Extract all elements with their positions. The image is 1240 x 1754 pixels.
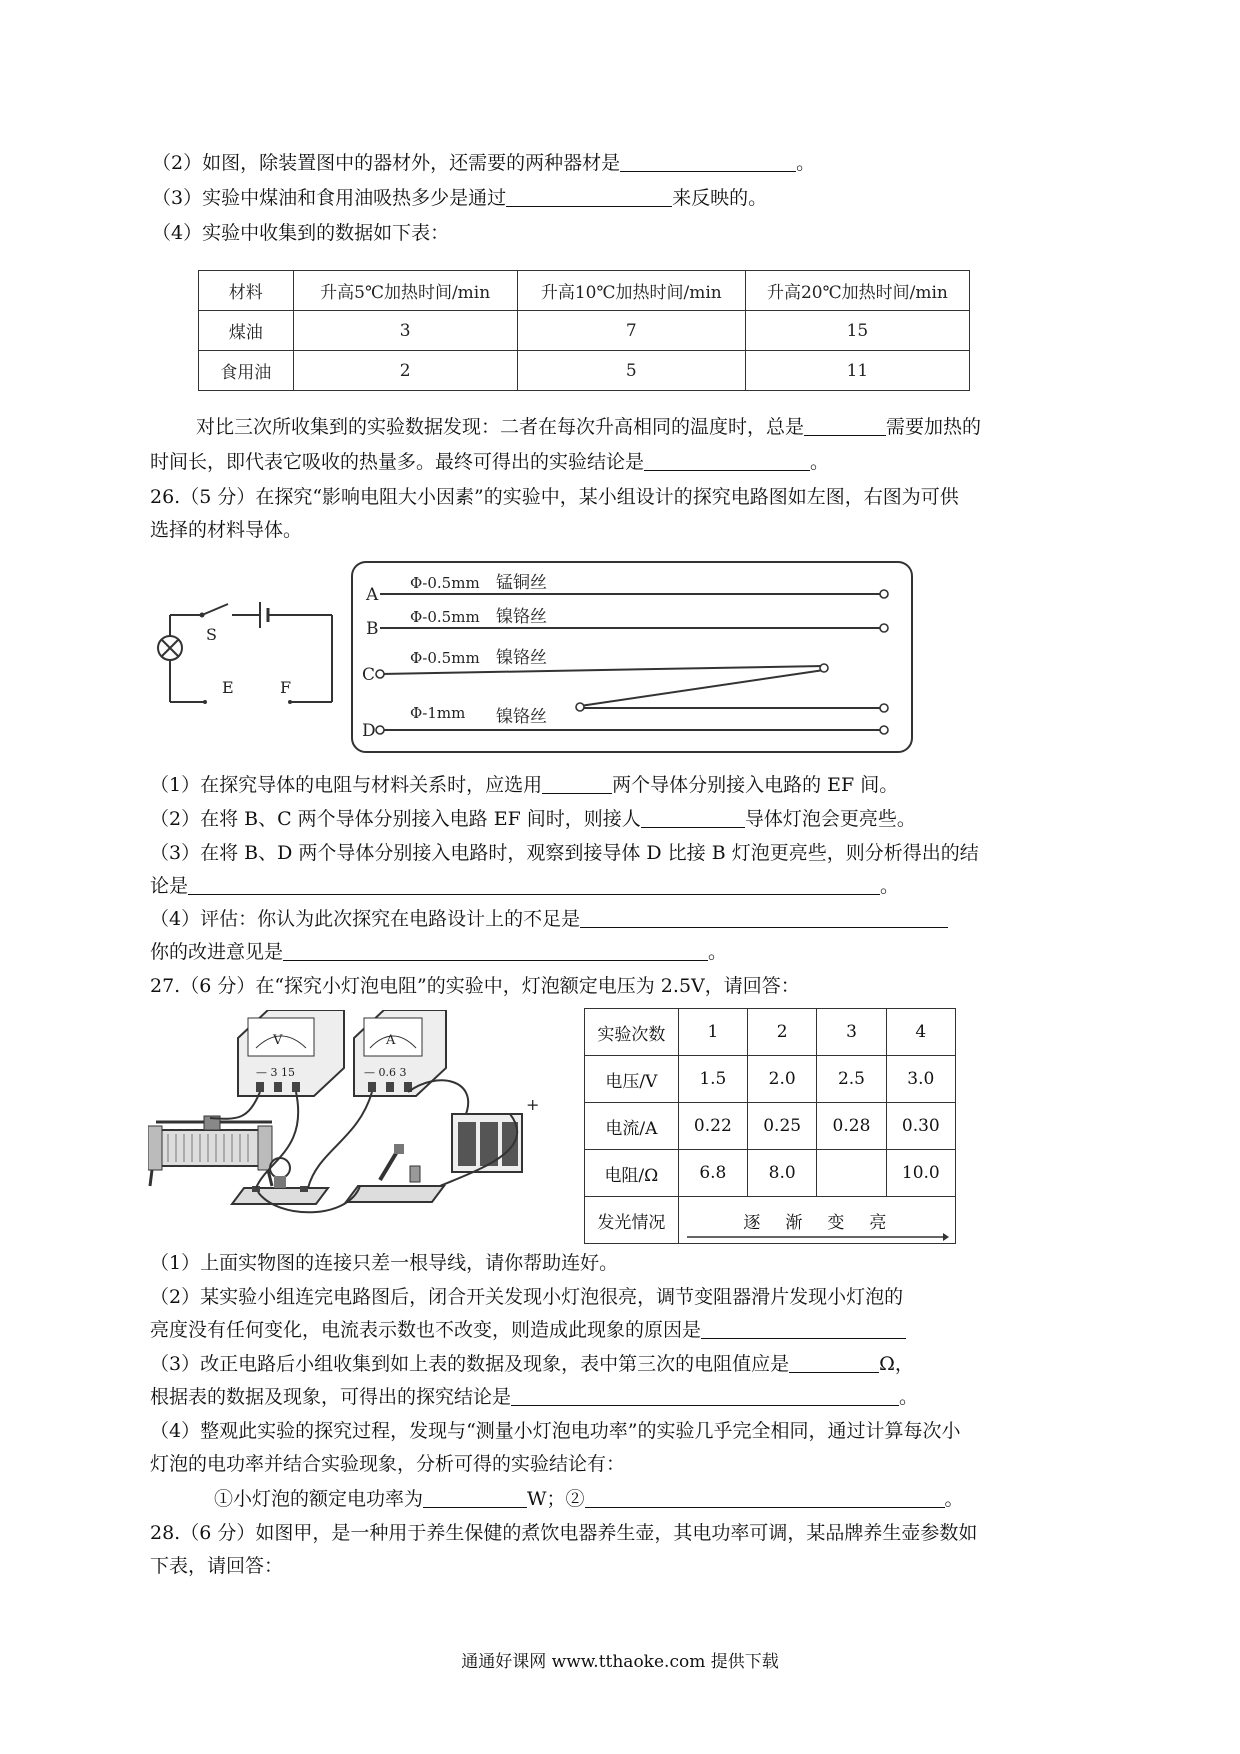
table-cell: 1.5 (678, 1056, 747, 1103)
table-cell: 0.30 (886, 1103, 955, 1150)
voltmeter-terminals: — 3 15 (256, 1066, 295, 1079)
table-header: 材料 (199, 271, 294, 311)
table-header: 升高20℃加热时间/min (745, 271, 969, 311)
ammeter (354, 1010, 446, 1096)
q26-part1: （1）在探究导体的电阻与材料关系时，应选用 两个导体分别接入电路的 EF 间。 (150, 774, 899, 796)
ammeter-terminals: — 0.6 3 (364, 1066, 407, 1079)
q27-part4-line1: （4）整观此实验的探究过程，发现与“测量小灯泡电功率”的实验几乎完全相同，通过计算每次小 (150, 1420, 961, 1442)
heating-time-table (198, 270, 970, 391)
q27-part4-line2: 灯泡的电功率并结合实验现象，分析可得的实验结论有： (150, 1453, 626, 1475)
table-cell: 电流/A (585, 1103, 679, 1150)
q26-title-line1: 26.（5 分）在探究“影响电阻大小因素”的实验中，某小组设计的探究电路图如左图，右图为可供 (150, 486, 959, 508)
wire-a-letter: A (366, 585, 379, 605)
table-row (585, 1056, 956, 1103)
q26-part4-line2: 你的改进意见是 。 (150, 941, 728, 963)
answer-blank[interactable] (641, 807, 745, 828)
wire-d-spec: Φ-1mm (410, 704, 466, 722)
q26-part3-line1: （3）在将 B、D 两个导体分别接入电路时，观察到接导体 D 比接 B 灯泡更亮些，则分析得出的结 (150, 842, 979, 864)
table-cell: 煤油 (199, 311, 294, 351)
table-cell: 2 (748, 1009, 817, 1056)
q26-title-line2: 选择的材料导体。 (150, 519, 303, 541)
table-cell: 3.0 (886, 1056, 955, 1103)
answer-blank[interactable] (804, 415, 886, 436)
table-cell: 0.25 (748, 1103, 817, 1150)
table-cell: 1 (678, 1009, 747, 1056)
table-cell: 8.0 (748, 1150, 817, 1197)
q27-part1: （1）上面实物图的连接只差一根导线，请你帮助连好。 (150, 1252, 619, 1274)
table-cell: 3 (817, 1009, 886, 1056)
table-cell: 10.0 (886, 1150, 955, 1197)
q27-part3-line1: （3）改正电路后小组收集到如上表的数据及现象，表中第三次的电阻值应是 Ω， (150, 1353, 914, 1375)
table-cell: 2.5 (817, 1056, 886, 1103)
q27-part3-line2: 根据表的数据及现象，可得出的探究结论是 。 (150, 1386, 919, 1408)
table-row (585, 1103, 956, 1150)
q26-part2: （2）在将 B、C 两个导体分别接入电路 EF 间时，则接人 导体灯泡会更亮些。 (150, 808, 916, 830)
table-cell: 5 (517, 351, 745, 391)
answer-blank[interactable] (789, 1352, 879, 1373)
table-row (585, 1009, 956, 1056)
wire-c-letter: C (362, 665, 376, 685)
battery-plus: + (526, 1095, 540, 1114)
wire-c-spec: Φ-0.5mm (410, 649, 480, 667)
table-cell: 7 (517, 311, 745, 351)
table-cell: 2.0 (748, 1056, 817, 1103)
table-cell: 11 (745, 351, 969, 391)
table-cell: 6.8 (678, 1150, 747, 1197)
table-row (585, 1150, 956, 1197)
table-cell: 2 (293, 351, 517, 391)
rheostat (148, 1116, 272, 1186)
switch-label: S (206, 625, 217, 644)
bulb-resistance-table (584, 1008, 956, 1244)
table-row (199, 351, 970, 391)
q25-part3: （3）实验中煤油和食用油吸热多少是通过 来反映的。 (152, 187, 768, 209)
glow-cell (678, 1197, 955, 1244)
table-cell[interactable] (817, 1150, 886, 1197)
q28-title-line2: 下表，请回答： (150, 1555, 284, 1577)
table-cell: 电阻/Ω (585, 1150, 679, 1197)
answer-blank[interactable] (511, 1385, 899, 1406)
q27-title: 27.（6 分）在“探究小灯泡电阻”的实验中，灯泡额定电压为 2.5V，请回答： (150, 975, 800, 997)
table-header-row (199, 271, 970, 311)
q26-part4-line1: （4）评估：你认为此次探究在电路设计上的不足是 (150, 906, 948, 932)
answer-blank[interactable] (423, 1487, 527, 1508)
arrow-right-icon (687, 1231, 949, 1243)
q27-part2-line2: 亮度没有任何变化，电流表示数也不改变，则造成此现象的原因是 (150, 1317, 906, 1343)
voltmeter-label: V (273, 1033, 283, 1048)
table-cell: 0.22 (678, 1103, 747, 1150)
voltmeter (238, 1010, 344, 1096)
table-cell: 实验次数 (585, 1009, 679, 1056)
answer-blank[interactable] (620, 151, 796, 172)
wire-b-letter: B (366, 619, 379, 639)
terminal-f-label: F (280, 678, 292, 697)
q28-title-line1: 28.（6 分）如图甲，是一种用于养生保健的煮饮电器养生壶，其电功率可调，某品牌养生壶参数如 (150, 1522, 978, 1544)
answer-blank[interactable] (701, 1318, 906, 1339)
q25-part2: （2）如图，除装置图中的器材外，还需要的两种器材是 。 (152, 152, 816, 174)
wire-a-spec: Φ-0.5mm (410, 574, 480, 592)
ammeter-label: A (386, 1033, 396, 1048)
answer-blank[interactable] (283, 940, 708, 961)
q25-part4: （4）实验中收集到的数据如下表： (152, 222, 450, 244)
circuit-diagram (150, 590, 340, 715)
q27-part2-line1: （2）某实验小组连完电路图后，闭合开关发现小灯泡很亮，调节变阻器滑片发现小灯泡的 (150, 1286, 904, 1308)
wire-d-letter: D (362, 721, 376, 741)
table-cell: 发光情况 (585, 1197, 679, 1244)
page-footer: 通通好课网 www.tthaoke.com 提供下载 (461, 1652, 779, 1672)
wire-d-material: 镍铬丝 (496, 707, 547, 727)
q26-part3-line2: 论是 。 (150, 875, 900, 897)
wire-b-material: 镍铬丝 (496, 607, 547, 627)
table-row (585, 1197, 956, 1244)
q27-part4-line3: ①小灯泡的额定电功率为 W；② 。 (214, 1488, 964, 1510)
terminal-e-label: E (222, 678, 234, 697)
glow-text: 逐 渐 变 亮 (743, 1212, 891, 1233)
answer-blank[interactable] (644, 450, 810, 471)
answer-blank[interactable] (542, 773, 612, 794)
table-cell: 4 (886, 1009, 955, 1056)
table-cell: 电压/V (585, 1056, 679, 1103)
table-cell: 3 (293, 311, 517, 351)
q25-conclusion-line1: 对比三次所收集到的实验数据发现：二者在每次升高相同的温度时，总是 需要加热的 (196, 416, 982, 438)
knife-switch (346, 1144, 444, 1202)
answer-blank[interactable] (580, 907, 948, 928)
q25-conclusion-line2: 时间长，即代表它吸收的热量多。最终可得出的实验结论是 。 (150, 451, 830, 473)
table-header: 升高5℃加热时间/min (293, 271, 517, 311)
experiment-apparatus (148, 1010, 580, 1232)
table-cell: 0.28 (817, 1103, 886, 1150)
table-cell: 食用油 (199, 351, 294, 391)
table-cell: 15 (745, 311, 969, 351)
answer-blank[interactable] (506, 186, 672, 207)
table-header: 升高10℃加热时间/min (517, 271, 745, 311)
wire-c-material: 镍铬丝 (496, 648, 547, 668)
wire-b-spec: Φ-0.5mm (410, 608, 480, 626)
wire-a-material: 锰铜丝 (496, 573, 547, 593)
answer-blank[interactable] (585, 1487, 945, 1508)
table-row (199, 311, 970, 351)
conductor-board (350, 560, 915, 756)
answer-blank[interactable] (188, 874, 880, 895)
